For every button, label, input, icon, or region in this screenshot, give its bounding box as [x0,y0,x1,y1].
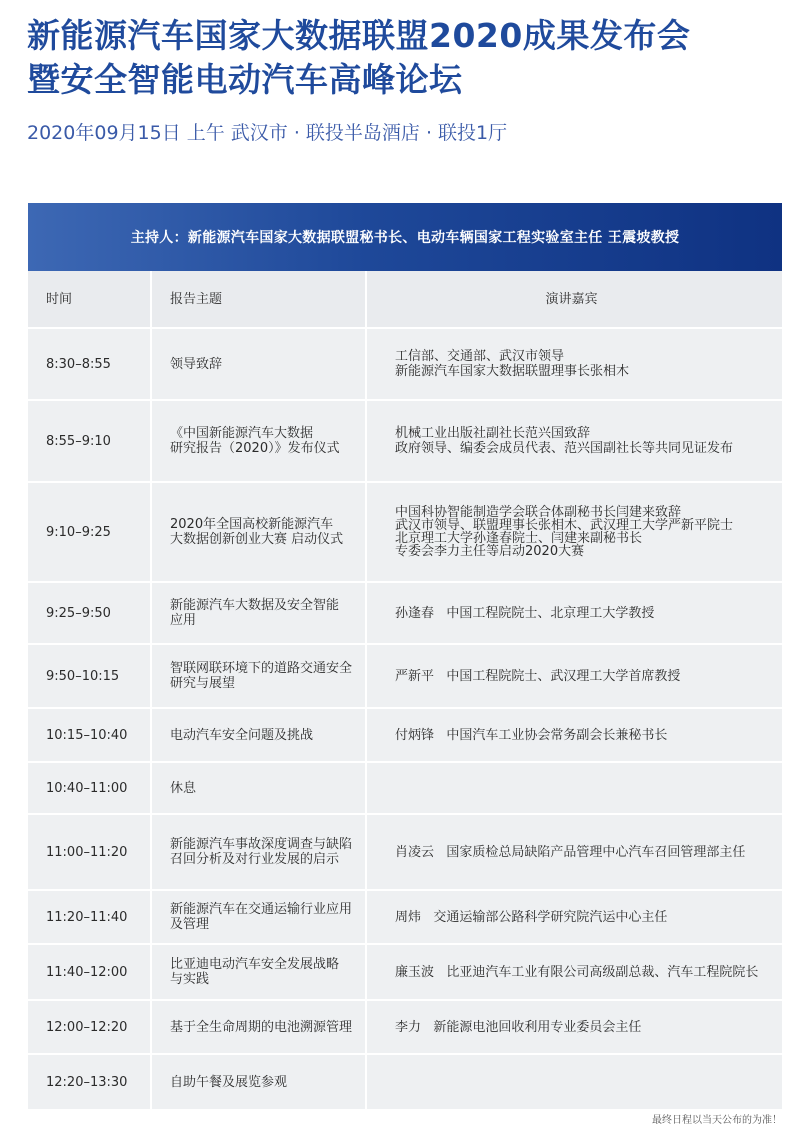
topic-line: 电动汽车安全问题及挑战 [170,727,314,743]
topic-line: 研究与展望 [170,676,236,691]
agenda-body [28,329,782,1111]
row-topic [152,1001,367,1053]
row-time: 8:55–9:10 [28,401,152,481]
speaker-line: 新能源汽车国家大数据联盟理事长张相木 [395,364,630,379]
host-text: 主持人：新能源汽车国家大数据联盟秘书长、电动车辆国家工程实验室主任 王震坡教授 [130,230,680,246]
table-row [28,763,782,815]
speaker-line: 孙逢春 中国工程院院士、北京理工大学教授 [395,605,655,621]
topic-line: 新能源汽车在交通运输行业应用 [170,902,353,917]
speaker-line: 廉玉波 比亚迪汽车工业有限公司高级副总裁、汽车工程院院长 [395,964,759,980]
topic-line: 及管理 [170,917,210,932]
table-row [28,483,782,583]
row-topic [152,763,367,813]
speaker-line: 付炳锋 中国汽车工业协会常务副会长兼秘书长 [395,727,668,743]
speaker-line: 严新平 中国工程院院士、武汉理工大学首席教授 [395,668,681,684]
speaker-line: 武汉市领导、联盟理事长张相木、武汉理工大学严新平院士 [395,518,734,533]
topic-line: 《中国新能源汽车大数据 [170,426,314,441]
row-speaker [367,709,782,761]
agenda-table [28,271,782,1111]
row-speaker [367,1055,782,1109]
row-topic [152,483,367,581]
topic-line: 2020年全国高校新能源汽车 [170,517,334,532]
speaker-line: 政府领导、编委会成员代表、范兴国副社长等共同见证发布 [395,441,734,456]
row-time: 9:50–10:15 [28,645,152,707]
speaker-line: 工信部、交通部、武汉市领导 [395,349,565,364]
row-topic [152,645,367,707]
row-time: 10:15–10:40 [28,709,152,761]
table-row [28,1055,782,1111]
page-title [27,14,787,102]
topic-line: 新能源汽车大数据及安全智能 [170,598,340,613]
row-speaker [367,1001,782,1053]
table-row [28,815,782,891]
row-time: 10:40–11:00 [28,763,152,813]
row-topic [152,945,367,999]
header-time: 时间 [28,271,152,327]
speaker-line: 李力 新能源电池回收利用专业委员会主任 [395,1019,642,1035]
topic-line: 自助午餐及展览参观 [170,1074,288,1090]
row-speaker [367,763,782,813]
row-topic [152,583,367,643]
topic-line: 与实践 [170,972,210,987]
header-speaker: 演讲嘉宾 [367,271,782,327]
row-time: 8:30–8:55 [28,329,152,399]
row-speaker [367,583,782,643]
table-row [28,583,782,645]
topic-line: 休息 [170,780,197,796]
event-date-location: 2020年09月15日 上午 武汉市 · 联投半岛酒店 · 联投1厅 [27,122,508,144]
row-speaker [367,891,782,943]
topic-line: 应用 [170,613,197,628]
row-topic [152,815,367,889]
topic-line: 大数据创新创业大赛 启动仪式 [170,532,344,547]
row-topic [152,401,367,481]
row-time: 11:00–11:20 [28,815,152,889]
table-row [28,329,782,401]
title-line-2: 暨安全智能电动汽车高峰论坛 [27,60,463,99]
host-banner [28,203,782,271]
row-speaker [367,645,782,707]
row-time: 12:20–13:30 [28,1055,152,1109]
row-time: 11:40–12:00 [28,945,152,999]
speaker-line: 中国科协智能制造学会联合体副秘书长闫建来致辞 [395,505,682,520]
title-line-1: 新能源汽车国家大数据联盟2020成果发布会 [27,16,691,55]
speaker-line: 北京理工大学孙逢春院士、闫建来副秘书长 [395,531,643,546]
row-speaker [367,815,782,889]
row-speaker [367,483,782,581]
row-speaker [367,945,782,999]
row-time: 11:20–11:40 [28,891,152,943]
topic-line: 智联网联环境下的道路交通安全 [170,661,353,676]
row-speaker [367,401,782,481]
topic-line: 研究报告（2020）》发布仪式 [170,441,340,456]
row-topic [152,329,367,399]
topic-line: 新能源汽车事故深度调查与缺陷 [170,837,353,852]
row-time: 9:10–9:25 [28,483,152,581]
speaker-line: 周炜 交通运输部公路科学研究院汽运中心主任 [395,909,668,925]
table-row [28,645,782,709]
row-time: 9:25–9:50 [28,583,152,643]
table-row [28,1001,782,1055]
table-header [28,271,782,329]
footnote: 最终日程以当天公布的为准！ [652,1115,782,1126]
row-topic [152,709,367,761]
topic-line: 比亚迪电动汽车安全发展战略 [170,957,340,972]
speaker-line: 肖凌云 国家质检总局缺陷产品管理中心汽车召回管理部主任 [395,844,746,860]
row-topic [152,891,367,943]
speaker-line: 机械工业出版社副社长范兴国致辞 [395,426,591,441]
topic-line: 召回分析及对行业发展的启示 [170,852,340,867]
table-row [28,401,782,483]
topic-line: 领导致辞 [170,356,223,372]
table-row [28,891,782,945]
table-row [28,709,782,763]
row-topic [152,1055,367,1109]
row-time: 12:00–12:20 [28,1001,152,1053]
table-row [28,945,782,1001]
row-speaker [367,329,782,399]
speaker-line: 专委会李力主任等启动2020大赛 [395,544,585,559]
topic-line: 基于全生命周期的电池溯源管理 [170,1019,353,1035]
header-topic: 报告主题 [152,271,367,327]
